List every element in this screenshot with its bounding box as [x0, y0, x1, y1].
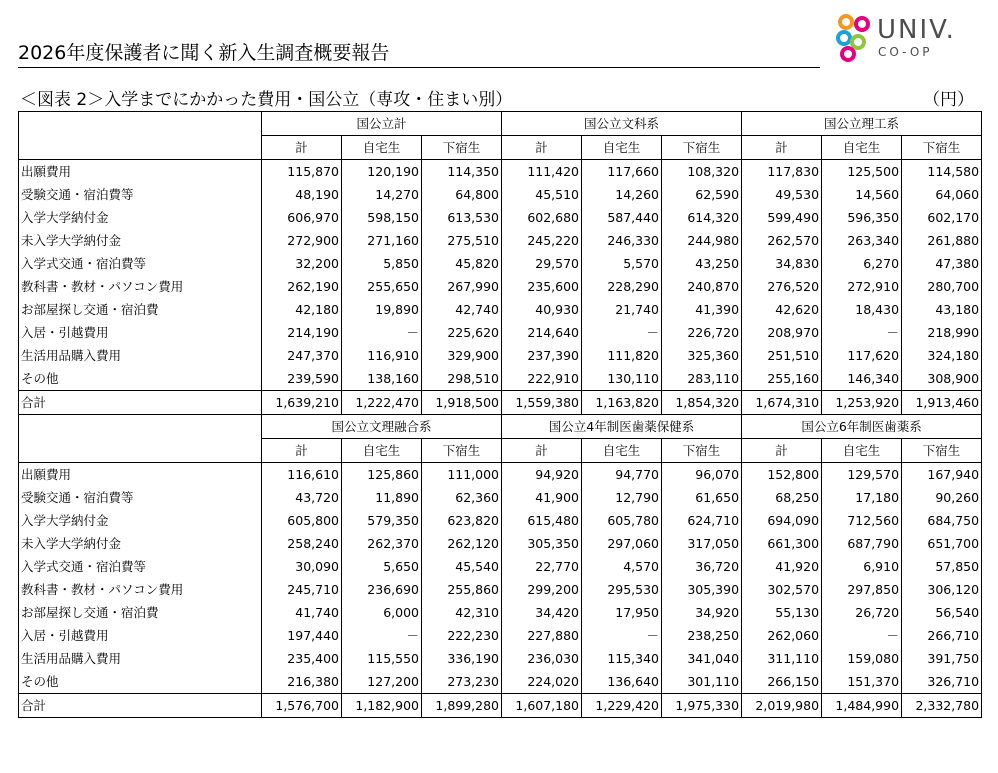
value-cell: 116,610: [262, 463, 342, 487]
value-cell: 159,080: [822, 647, 902, 670]
value-cell: 329,900: [422, 344, 502, 367]
value-cell: －: [342, 624, 422, 647]
value-cell: 49,530: [742, 183, 822, 206]
value-cell: 297,060: [582, 532, 662, 555]
value-cell: 45,820: [422, 252, 502, 275]
value-cell: 599,490: [742, 206, 822, 229]
row-label: 出願費用: [19, 463, 262, 487]
value-cell: 136,640: [582, 670, 662, 694]
value-cell: －: [342, 321, 422, 344]
value-cell: －: [822, 321, 902, 344]
value-cell: 68,250: [742, 486, 822, 509]
logo-dot: [852, 36, 864, 48]
value-cell: 251,510: [742, 344, 822, 367]
value-cell: 5,650: [342, 555, 422, 578]
value-cell: 48,190: [262, 183, 342, 206]
column-header: 自宅生: [342, 136, 422, 160]
total-row: [19, 694, 982, 718]
column-header: 下宿生: [902, 136, 982, 160]
total-value: 1,229,420: [582, 694, 662, 718]
value-cell: 146,340: [822, 367, 902, 391]
corner-cell: [19, 112, 262, 136]
value-cell: 712,560: [822, 509, 902, 532]
value-cell: 301,110: [662, 670, 742, 694]
row-label: 入学式交通・宿泊費等: [19, 555, 262, 578]
value-cell: 64,800: [422, 183, 502, 206]
group-header: 国公立計: [262, 112, 502, 136]
value-cell: 14,260: [582, 183, 662, 206]
row-label: 生活用品購入費用: [19, 647, 262, 670]
value-cell: 114,350: [422, 160, 502, 184]
table-row: [19, 578, 982, 601]
value-cell: 130,110: [582, 367, 662, 391]
value-cell: 326,710: [902, 670, 982, 694]
value-cell: 336,190: [422, 647, 502, 670]
value-cell: 214,640: [502, 321, 582, 344]
value-cell: 324,180: [902, 344, 982, 367]
column-header: 自宅生: [582, 136, 662, 160]
value-cell: 246,330: [582, 229, 662, 252]
total-value: 1,182,900: [342, 694, 422, 718]
subheader-row: [19, 439, 982, 463]
value-cell: 47,380: [902, 252, 982, 275]
value-cell: 4,570: [582, 555, 662, 578]
value-cell: 391,750: [902, 647, 982, 670]
value-cell: 280,700: [902, 275, 982, 298]
value-cell: 227,880: [502, 624, 582, 647]
logo-dot: [838, 32, 850, 44]
total-value: 1,576,700: [262, 694, 342, 718]
total-value: 1,899,280: [422, 694, 502, 718]
subheader-row: [19, 136, 982, 160]
value-cell: 43,720: [262, 486, 342, 509]
value-cell: 275,510: [422, 229, 502, 252]
column-header: 下宿生: [422, 136, 502, 160]
table-row: [19, 160, 982, 184]
value-cell: 43,250: [662, 252, 742, 275]
column-header: 自宅生: [822, 136, 902, 160]
row-label: お部屋探し交通・宿泊費: [19, 298, 262, 321]
table-row: [19, 532, 982, 555]
value-cell: 111,820: [582, 344, 662, 367]
group-header: 国公立理工系: [742, 112, 982, 136]
value-cell: 262,570: [742, 229, 822, 252]
value-cell: 125,860: [342, 463, 422, 487]
column-header: 計: [502, 136, 582, 160]
row-label: 未入学大学納付金: [19, 229, 262, 252]
value-cell: 615,480: [502, 509, 582, 532]
value-cell: 127,200: [342, 670, 422, 694]
value-cell: 271,160: [342, 229, 422, 252]
value-cell: 26,720: [822, 601, 902, 624]
value-cell: 5,850: [342, 252, 422, 275]
row-label: 未入学大学納付金: [19, 532, 262, 555]
value-cell: 14,270: [342, 183, 422, 206]
value-cell: 613,530: [422, 206, 502, 229]
value-cell: 226,720: [662, 321, 742, 344]
table-row: [19, 601, 982, 624]
total-value: 1,607,180: [502, 694, 582, 718]
value-cell: 62,360: [422, 486, 502, 509]
value-cell: 45,510: [502, 183, 582, 206]
value-cell: 17,180: [822, 486, 902, 509]
value-cell: 115,340: [582, 647, 662, 670]
value-cell: 208,970: [742, 321, 822, 344]
table-row: [19, 206, 982, 229]
value-cell: 12,790: [582, 486, 662, 509]
column-header: 計: [262, 439, 342, 463]
total-row: [19, 391, 982, 415]
value-cell: 237,390: [502, 344, 582, 367]
value-cell: 125,500: [822, 160, 902, 184]
value-cell: 276,520: [742, 275, 822, 298]
column-header: 自宅生: [342, 439, 422, 463]
value-cell: 596,350: [822, 206, 902, 229]
logo-mark-icon: [832, 12, 876, 62]
report-title: 2026年度保護者に聞く新入生調査概要報告: [18, 40, 820, 68]
value-cell: 34,420: [502, 601, 582, 624]
row-label: 受験交通・宿泊費等: [19, 486, 262, 509]
column-header: 下宿生: [902, 439, 982, 463]
value-cell: －: [822, 624, 902, 647]
value-cell: 228,290: [582, 275, 662, 298]
value-cell: 214,190: [262, 321, 342, 344]
value-cell: 30,090: [262, 555, 342, 578]
value-cell: 18,430: [822, 298, 902, 321]
total-value: 1,854,320: [662, 391, 742, 415]
value-cell: 262,120: [422, 532, 502, 555]
table-row: [19, 344, 982, 367]
value-cell: 694,090: [742, 509, 822, 532]
value-cell: 34,830: [742, 252, 822, 275]
value-cell: 255,160: [742, 367, 822, 391]
row-label: 入学大学納付金: [19, 206, 262, 229]
value-cell: 114,580: [902, 160, 982, 184]
total-value: 1,559,380: [502, 391, 582, 415]
value-cell: －: [582, 321, 662, 344]
value-cell: 341,040: [662, 647, 742, 670]
value-cell: 108,320: [662, 160, 742, 184]
table-row: [19, 229, 982, 252]
value-cell: 299,200: [502, 578, 582, 601]
column-header: 自宅生: [822, 439, 902, 463]
value-cell: 111,000: [422, 463, 502, 487]
value-cell: 262,370: [342, 532, 422, 555]
value-cell: 684,750: [902, 509, 982, 532]
value-cell: 5,570: [582, 252, 662, 275]
value-cell: 295,530: [582, 578, 662, 601]
value-cell: 41,740: [262, 601, 342, 624]
group-header-row: [19, 415, 982, 439]
value-cell: 115,550: [342, 647, 422, 670]
value-cell: 61,650: [662, 486, 742, 509]
value-cell: 606,970: [262, 206, 342, 229]
value-cell: 45,540: [422, 555, 502, 578]
value-cell: 308,900: [902, 367, 982, 391]
value-cell: 14,560: [822, 183, 902, 206]
value-cell: 624,710: [662, 509, 742, 532]
corner-cell: [19, 415, 262, 439]
value-cell: 605,780: [582, 509, 662, 532]
value-cell: 602,680: [502, 206, 582, 229]
value-cell: 255,650: [342, 275, 422, 298]
value-cell: 34,920: [662, 601, 742, 624]
table-row: [19, 555, 982, 578]
value-cell: 216,380: [262, 670, 342, 694]
corner-cell: [19, 136, 262, 160]
logo-sub: CO-OP: [878, 45, 933, 59]
value-cell: 325,360: [662, 344, 742, 367]
total-label: 合計: [19, 694, 262, 718]
value-cell: 167,940: [902, 463, 982, 487]
value-cell: 272,900: [262, 229, 342, 252]
value-cell: 11,890: [342, 486, 422, 509]
total-value: 1,674,310: [742, 391, 822, 415]
value-cell: 266,150: [742, 670, 822, 694]
value-cell: 236,690: [342, 578, 422, 601]
value-cell: 129,570: [822, 463, 902, 487]
value-cell: 267,990: [422, 275, 502, 298]
table-row: [19, 647, 982, 670]
value-cell: 258,240: [262, 532, 342, 555]
value-cell: 90,260: [902, 486, 982, 509]
value-cell: 42,180: [262, 298, 342, 321]
table-row: [19, 298, 982, 321]
value-cell: 62,590: [662, 183, 742, 206]
column-header: 計: [742, 439, 822, 463]
column-header: 計: [262, 136, 342, 160]
group-header: 国公立6年制医歯薬系: [742, 415, 982, 439]
value-cell: 41,920: [742, 555, 822, 578]
column-header: 下宿生: [662, 439, 742, 463]
value-cell: 22,770: [502, 555, 582, 578]
corner-cell: [19, 439, 262, 463]
total-value: 1,484,990: [822, 694, 902, 718]
value-cell: 36,720: [662, 555, 742, 578]
table-row: [19, 509, 982, 532]
total-value: 2,332,780: [902, 694, 982, 718]
value-cell: 240,870: [662, 275, 742, 298]
value-cell: 224,020: [502, 670, 582, 694]
value-cell: 247,370: [262, 344, 342, 367]
logo-dot: [842, 48, 854, 60]
value-cell: 235,400: [262, 647, 342, 670]
value-cell: 245,220: [502, 229, 582, 252]
row-label: 入学大学納付金: [19, 509, 262, 532]
value-cell: 298,510: [422, 367, 502, 391]
value-cell: 687,790: [822, 532, 902, 555]
total-value: 1,913,460: [902, 391, 982, 415]
row-label: 入居・引越費用: [19, 624, 262, 647]
value-cell: 244,980: [662, 229, 742, 252]
value-cell: 116,910: [342, 344, 422, 367]
value-cell: 41,390: [662, 298, 742, 321]
row-label: 教科書・教材・パソコン費用: [19, 275, 262, 298]
value-cell: 6,270: [822, 252, 902, 275]
group-header: 国公立文理融合系: [262, 415, 502, 439]
value-cell: 239,590: [262, 367, 342, 391]
row-label: 生活用品購入費用: [19, 344, 262, 367]
total-label: 合計: [19, 391, 262, 415]
value-cell: 6,000: [342, 601, 422, 624]
value-cell: 297,850: [822, 578, 902, 601]
group-header: 国公立4年制医歯薬保健系: [502, 415, 742, 439]
column-header: 下宿生: [662, 136, 742, 160]
value-cell: 94,920: [502, 463, 582, 487]
value-cell: 225,620: [422, 321, 502, 344]
table-row: [19, 463, 982, 487]
value-cell: 151,370: [822, 670, 902, 694]
column-header: 計: [742, 136, 822, 160]
logo-dot: [856, 18, 868, 30]
value-cell: 305,350: [502, 532, 582, 555]
value-cell: 614,320: [662, 206, 742, 229]
value-cell: 43,180: [902, 298, 982, 321]
value-cell: 266,710: [902, 624, 982, 647]
value-cell: 272,910: [822, 275, 902, 298]
value-cell: 661,300: [742, 532, 822, 555]
value-cell: 263,340: [822, 229, 902, 252]
cost-table: [18, 111, 982, 718]
value-cell: 262,060: [742, 624, 822, 647]
value-cell: 222,910: [502, 367, 582, 391]
value-cell: 623,820: [422, 509, 502, 532]
value-cell: 305,390: [662, 578, 742, 601]
total-value: 1,222,470: [342, 391, 422, 415]
value-cell: 602,170: [902, 206, 982, 229]
value-cell: 587,440: [582, 206, 662, 229]
value-cell: 64,060: [902, 183, 982, 206]
value-cell: 56,540: [902, 601, 982, 624]
group-header: 国公立文科系: [502, 112, 742, 136]
value-cell: 111,420: [502, 160, 582, 184]
value-cell: 94,770: [582, 463, 662, 487]
value-cell: 120,190: [342, 160, 422, 184]
value-cell: 283,110: [662, 367, 742, 391]
logo-word: UNIV.: [877, 15, 956, 45]
table-row: [19, 367, 982, 391]
value-cell: 96,070: [662, 463, 742, 487]
row-label: お部屋探し交通・宿泊費: [19, 601, 262, 624]
row-label: その他: [19, 367, 262, 391]
value-cell: 115,870: [262, 160, 342, 184]
total-value: 1,639,210: [262, 391, 342, 415]
value-cell: 42,310: [422, 601, 502, 624]
value-cell: 311,110: [742, 647, 822, 670]
table-row: [19, 321, 982, 344]
unit-label: （円）: [923, 90, 974, 110]
value-cell: 152,800: [742, 463, 822, 487]
value-cell: 42,740: [422, 298, 502, 321]
value-cell: 261,880: [902, 229, 982, 252]
value-cell: 222,230: [422, 624, 502, 647]
value-cell: 306,120: [902, 578, 982, 601]
value-cell: 32,200: [262, 252, 342, 275]
value-cell: 19,890: [342, 298, 422, 321]
total-value: 1,975,330: [662, 694, 742, 718]
value-cell: 273,230: [422, 670, 502, 694]
value-cell: －: [582, 624, 662, 647]
value-cell: 651,700: [902, 532, 982, 555]
value-cell: 579,350: [342, 509, 422, 532]
table-row: [19, 275, 982, 298]
value-cell: 6,910: [822, 555, 902, 578]
value-cell: 40,930: [502, 298, 582, 321]
row-label: 受験交通・宿泊費等: [19, 183, 262, 206]
value-cell: 245,710: [262, 578, 342, 601]
value-cell: 598,150: [342, 206, 422, 229]
value-cell: 29,570: [502, 252, 582, 275]
value-cell: 21,740: [582, 298, 662, 321]
column-header: 下宿生: [422, 439, 502, 463]
row-label: その他: [19, 670, 262, 694]
table-row: [19, 252, 982, 275]
figure-title: ＜図表 2＞入学までにかかった費用・国公立（専攻・住まい別）: [20, 90, 513, 110]
logo-dot: [840, 16, 852, 28]
value-cell: 605,800: [262, 509, 342, 532]
value-cell: 41,900: [502, 486, 582, 509]
value-cell: 42,620: [742, 298, 822, 321]
value-cell: 138,160: [342, 367, 422, 391]
group-header-row: [19, 112, 982, 136]
column-header: 自宅生: [582, 439, 662, 463]
value-cell: 17,950: [582, 601, 662, 624]
total-value: 2,019,980: [742, 694, 822, 718]
value-cell: 255,860: [422, 578, 502, 601]
total-value: 1,163,820: [582, 391, 662, 415]
column-header: 計: [502, 439, 582, 463]
univ-coop-logo: [832, 12, 972, 62]
value-cell: 55,130: [742, 601, 822, 624]
row-label: 入居・引越費用: [19, 321, 262, 344]
value-cell: 197,440: [262, 624, 342, 647]
value-cell: 117,830: [742, 160, 822, 184]
table-row: [19, 486, 982, 509]
value-cell: 218,990: [902, 321, 982, 344]
value-cell: 236,030: [502, 647, 582, 670]
total-value: 1,253,920: [822, 391, 902, 415]
value-cell: 317,050: [662, 532, 742, 555]
value-cell: 302,570: [742, 578, 822, 601]
value-cell: 57,850: [902, 555, 982, 578]
total-value: 1,918,500: [422, 391, 502, 415]
row-label: 教科書・教材・パソコン費用: [19, 578, 262, 601]
table-row: [19, 624, 982, 647]
value-cell: 262,190: [262, 275, 342, 298]
table-row: [19, 183, 982, 206]
table-row: [19, 670, 982, 694]
row-label: 入学式交通・宿泊費等: [19, 252, 262, 275]
value-cell: 117,620: [822, 344, 902, 367]
value-cell: 117,660: [582, 160, 662, 184]
value-cell: 235,600: [502, 275, 582, 298]
row-label: 出願費用: [19, 160, 262, 184]
value-cell: 238,250: [662, 624, 742, 647]
